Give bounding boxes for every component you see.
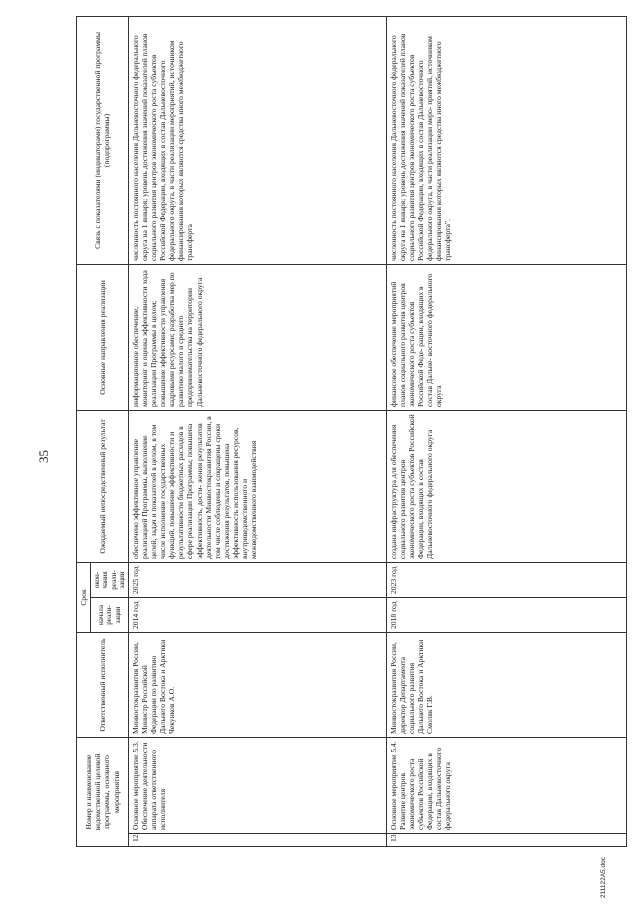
- program-table: [76, 16, 627, 847]
- table-row: [128, 16, 386, 846]
- page-number: 35: [36, 450, 51, 463]
- row-number: 13.: [386, 834, 626, 847]
- footer-doc-code: 211122A5.doc: [600, 857, 607, 898]
- row-executor: Минвостокразвития России, Министр Российской Федерации по развитию Дальнего Востока и Арктики Чекунков А.О.: [128, 633, 386, 738]
- header-link: Связь с показателями (индикаторами) государственной программы (подпрограммы): [77, 16, 129, 264]
- row-result: создана инфраструктура для обеспечения социального развития центров экономического роста субъектов Российской Федерации, входящих в состав Дальневосточного федерального округа: [386, 410, 626, 562]
- header-term: Срок: [77, 562, 91, 632]
- row-number: 12.: [128, 834, 386, 847]
- row-name: Основное мероприятие 5.3. Обеспечение деятельности аппарата ответственного исполнителя: [128, 738, 386, 834]
- header-name: Номер и наименование ведомственной целевой программы, основного мероприятия: [77, 738, 129, 847]
- row-executor: Минвостокразвития России, директор Департамента социального развития Дальнего Востока и Арктики Смоляк Г.В.: [386, 633, 626, 738]
- header-executor: Ответственный исполнитель: [77, 633, 129, 738]
- row-end: 2023 год: [386, 562, 626, 597]
- row-name: Основное мероприятие 5.4. Развитие центров экономического роста субъектов Российской Федерации, входящих в состав Дальневосточного федерального округа: [386, 738, 626, 834]
- row-link: численность постоянного населения Дальневосточного федерального округа на 1 января; уровень достижения значений показателей планов социального развития центров экономического роста субъектов Российской Федерации, входящих в состав Дальневосточного федерального округа, в части реализации мероприятий, источником финансирования которых являются средства иного межбюджетного трансферта: [128, 16, 386, 264]
- row-start: 2018 год: [386, 598, 626, 633]
- row-directions: информационное обеспечение, мониторинг и оценка эффективности хода реализации Программы в целом; повышение эффективности управления кадровыми ресурсами; разработка мер по развитию малого и среднего предпринимательства на территории Дальневосточного федерального округа: [128, 264, 386, 410]
- header-directions: Основные направления реализации: [77, 264, 129, 410]
- header-term-start: начала реали- зации: [91, 598, 129, 633]
- header-result: Ожидаемый непосредственный результат: [77, 410, 129, 562]
- row-link: численность постоянного населения Дальневосточного федерального округа на 1 января; уровень достижения значений показателей планов социального развития центров экономического роста субъектов Российской Федерации, входящих в состав Дальневосточного федерального округа, в части реализации меро- приятий, источником финансирования которых являются средства иного межбюджетного трансферта".: [386, 16, 626, 264]
- row-start: 2014 год: [128, 598, 386, 633]
- row-directions: финансовое обеспечение мероприятий планов социального развития центров экономического роста субъектов Российской Феде- рации, входящих в состав Дальне- восточного федерального округа: [386, 264, 626, 410]
- row-result: обеспечено эффективное управление реализацией Программы, выполнение целей, задач и показателей в целом, в том числе исполнение государственных функций, повышение эффективности и результативности бюджетных расходов в сфере реализации Программы; повышена эффективность, дости- жения результатов деятельности Минвостокразвития России, в том числе соблюдены и сокращены сроки достижения результатов, повышена эффективность использования ресурсов, внутриведомственного и межведомственного взаимодействия: [128, 410, 386, 562]
- header-row: [77, 16, 91, 846]
- table-row: [386, 16, 626, 846]
- row-end: 2025 год: [128, 562, 386, 597]
- header-term-end: окон- чания реали- зации: [91, 562, 129, 597]
